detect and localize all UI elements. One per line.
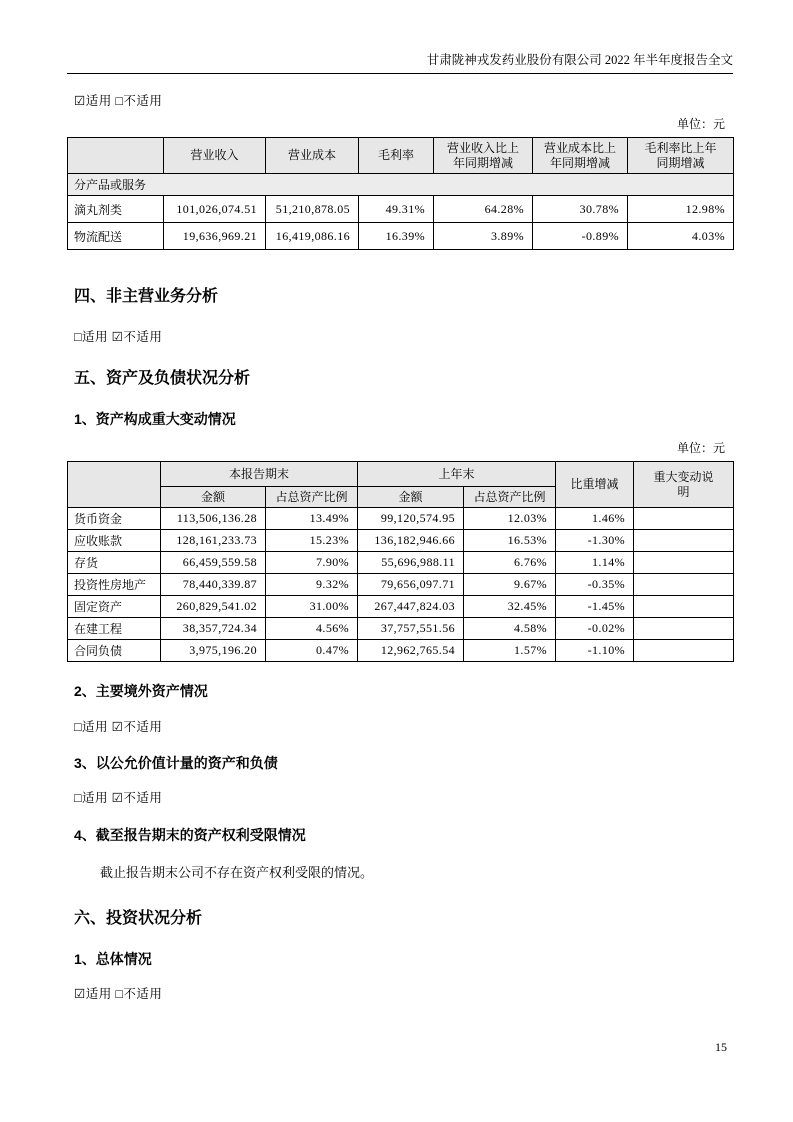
cell-cost: 51,210,878.05: [266, 196, 359, 223]
cell-ratio: 7.90%: [266, 552, 358, 574]
unit-label: 单位：元: [676, 117, 725, 131]
cell-amount: 79,656,097.71: [358, 574, 464, 596]
cell-ratio: 4.56%: [266, 618, 358, 640]
cell-ratio: 15.23%: [266, 530, 358, 552]
cell-amount: 99,120,574.95: [358, 508, 464, 530]
body-paragraph: 截止报告期末公司不存在资产权利受限的情况。: [100, 865, 374, 880]
cell-ratio: 0.47%: [266, 640, 358, 662]
cell-note: [634, 552, 734, 574]
section-heading-4: 四、非主营业务分析: [74, 288, 219, 305]
subsection-heading-5-3: 3、以公允价值计量的资产和负债: [74, 755, 278, 771]
applicability-checkboxes: □适用 ☑不适用: [74, 720, 163, 734]
cell-margin-yoy: 12.98%: [628, 196, 734, 223]
cell-amount: 136,182,946.66: [358, 530, 464, 552]
cell-ratio: 9.32%: [266, 574, 358, 596]
cell-change: -1.30%: [556, 530, 634, 552]
cell-amount: 128,161,233.73: [161, 530, 266, 552]
subsection-heading-5-2: 2、主要境外资产情况: [74, 683, 208, 699]
cell-ratio: 4.58%: [464, 618, 556, 640]
cell-amount: 55,696,988.11: [358, 552, 464, 574]
cell-cost: 16,419,086.16: [266, 223, 359, 250]
section-heading-5: 五、资产及负债状况分析: [74, 370, 251, 387]
cell-note: [634, 574, 734, 596]
cell-revenue: 101,026,074.51: [164, 196, 266, 223]
cell-amount: 113,506,136.28: [161, 508, 266, 530]
table-header-row: [68, 138, 734, 174]
row-label: 物流配送: [68, 223, 164, 250]
cell-amount: 260,829,541.02: [161, 596, 266, 618]
cell-gross-margin: 49.31%: [359, 196, 434, 223]
row-label: 合同负债: [68, 640, 161, 662]
section-heading-6: 六、投资状况分析: [74, 910, 203, 927]
row-label: 投资性房地产: [68, 574, 161, 596]
applicability-checkboxes: □适用 ☑不适用: [74, 791, 163, 805]
cell-change: -0.02%: [556, 618, 634, 640]
header-cell-empty: [68, 138, 164, 174]
row-label: 应收账款: [68, 530, 161, 552]
cell-amount: 78,440,339.87: [161, 574, 266, 596]
cell-note: [634, 618, 734, 640]
header-cell-revenue-yoy: 营业收入比上年同期增减: [434, 138, 533, 174]
table-row: [68, 223, 734, 250]
cell-note: [634, 596, 734, 618]
cell-ratio: 6.76%: [464, 552, 556, 574]
table-row: [68, 530, 734, 552]
header-cell-empty: [68, 462, 161, 508]
header-cell-margin-yoy: 毛利率比上年同期增减: [628, 138, 734, 174]
row-label: 滴丸剂类: [68, 196, 164, 223]
cell-amount: 12,962,765.54: [358, 640, 464, 662]
header-cell-ratio: 占总资产比例: [266, 487, 358, 508]
cell-amount: 3,975,196.20: [161, 640, 266, 662]
cell-amount: 37,757,551.56: [358, 618, 464, 640]
applicability-checkboxes: ☑适用 □不适用: [74, 94, 163, 108]
cell-ratio: 9.67%: [464, 574, 556, 596]
header-cell-amount: 金额: [161, 487, 266, 508]
asset-composition-table: [67, 461, 734, 662]
cell-change: -1.10%: [556, 640, 634, 662]
cell-change: 1.14%: [556, 552, 634, 574]
row-label: 固定资产: [68, 596, 161, 618]
row-label: 在建工程: [68, 618, 161, 640]
header-cell-cost: 营业成本: [266, 138, 359, 174]
unit-label: 单位：元: [676, 441, 725, 455]
section-row-label: 分产品或服务: [68, 174, 734, 196]
header-cell-ratio: 占总资产比例: [464, 487, 556, 508]
cell-ratio: 12.03%: [464, 508, 556, 530]
cell-amount: 267,447,824.03: [358, 596, 464, 618]
subsection-heading-5-1: 1、资产构成重大变动情况: [74, 411, 236, 427]
cell-revenue-yoy: 64.28%: [434, 196, 533, 223]
table-header-group-row: [68, 462, 734, 487]
cell-note: [634, 640, 734, 662]
subsection-heading-6-1: 1、总体情况: [74, 951, 152, 967]
table-row: [68, 618, 734, 640]
header-cell-ratio-change: 比重增减: [556, 462, 634, 508]
cell-margin-yoy: 4.03%: [628, 223, 734, 250]
subsection-heading-5-4: 4、截至报告期末的资产权利受限情况: [74, 827, 306, 843]
cell-change: 1.46%: [556, 508, 634, 530]
header-cell-amount: 金额: [358, 487, 464, 508]
header-cell-gross-margin: 毛利率: [359, 138, 434, 174]
cell-change: -0.35%: [556, 574, 634, 596]
table-row: [68, 640, 734, 662]
applicability-checkboxes: ☑适用 □不适用: [74, 987, 163, 1001]
cell-ratio: 32.45%: [464, 596, 556, 618]
applicability-checkboxes: □适用 ☑不适用: [74, 330, 163, 344]
table-row: [68, 596, 734, 618]
table-row: [68, 574, 734, 596]
cell-cost-yoy: -0.89%: [533, 223, 628, 250]
table-row: [68, 508, 734, 530]
cell-change: -1.45%: [556, 596, 634, 618]
header-cell-change-note: 重大变动说明: [634, 462, 734, 508]
table-row: [68, 196, 734, 223]
cell-gross-margin: 16.39%: [359, 223, 434, 250]
cell-ratio: 16.53%: [464, 530, 556, 552]
header-group-prior-year: 上年末: [358, 462, 556, 487]
cell-ratio: 1.57%: [464, 640, 556, 662]
running-header: 甘肃陇神戎发药业股份有限公司 2022 年半年度报告全文: [67, 52, 733, 74]
cell-amount: 66,459,559.58: [161, 552, 266, 574]
cell-amount: 38,357,724.34: [161, 618, 266, 640]
header-cell-revenue: 营业收入: [164, 138, 266, 174]
page-number: 15: [715, 1040, 727, 1054]
header-cell-cost-yoy: 营业成本比上年同期增减: [533, 138, 628, 174]
row-label: 存货: [68, 552, 161, 574]
cell-ratio: 13.49%: [266, 508, 358, 530]
cell-revenue: 19,636,969.21: [164, 223, 266, 250]
revenue-by-product-table: [67, 137, 734, 250]
cell-cost-yoy: 30.78%: [533, 196, 628, 223]
cell-revenue-yoy: 3.89%: [434, 223, 533, 250]
header-group-current-period: 本报告期末: [161, 462, 358, 487]
table-section-row: [68, 174, 734, 196]
row-label: 货币资金: [68, 508, 161, 530]
cell-note: [634, 508, 734, 530]
cell-note: [634, 530, 734, 552]
cell-ratio: 31.00%: [266, 596, 358, 618]
table-row: [68, 552, 734, 574]
